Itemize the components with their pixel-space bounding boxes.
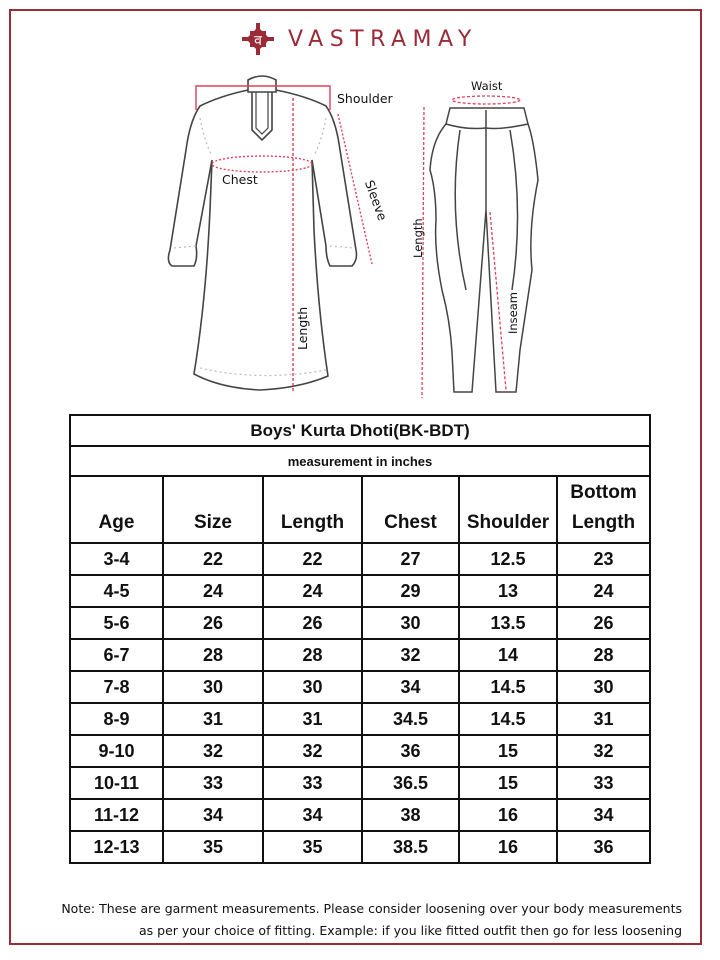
cell-bottom-length: 31 [557, 703, 650, 735]
cell-age: 3-4 [70, 543, 163, 575]
table-row [70, 703, 650, 735]
table-title: Boys' Kurta Dhoti(BK-BDT) [70, 415, 650, 446]
cell-chest: 29 [362, 575, 459, 607]
cell-bottom-length: 33 [557, 767, 650, 799]
cell-length: 32 [263, 735, 362, 767]
cell-shoulder: 15 [459, 735, 557, 767]
cell-size: 28 [163, 639, 263, 671]
cell-age: 12-13 [70, 831, 163, 863]
cell-chest: 34 [362, 671, 459, 703]
cell-shoulder: 16 [459, 831, 557, 863]
fit-note [20, 898, 682, 942]
header-shoulder: Shoulder [459, 476, 557, 543]
cell-size: 34 [163, 799, 263, 831]
cell-shoulder: 12.5 [459, 543, 557, 575]
cell-length: 30 [263, 671, 362, 703]
cell-shoulder: 13 [459, 575, 557, 607]
cell-shoulder: 13.5 [459, 607, 557, 639]
table-header-row [70, 476, 650, 543]
table-row [70, 735, 650, 767]
dhoti-inseam-label: Inseam [506, 292, 520, 334]
note-line-2: as per your choice of fitting. Example: if you like fitted outfit then go for less loosening [139, 923, 682, 938]
kurta-shoulder-label: Shoulder [337, 91, 393, 106]
cell-chest: 34.5 [362, 703, 459, 735]
svg-text:व: व [254, 33, 262, 49]
cell-size: 26 [163, 607, 263, 639]
cell-age: 9-10 [70, 735, 163, 767]
cell-bottom-length: 32 [557, 735, 650, 767]
cell-age: 8-9 [70, 703, 163, 735]
brand-logo [242, 22, 478, 56]
dhoti-length-label: Length [411, 218, 425, 258]
cell-chest: 27 [362, 543, 459, 575]
header-length: Length [263, 476, 362, 543]
header-age: Age [70, 476, 163, 543]
kurta-diagram [160, 70, 410, 400]
cell-size: 33 [163, 767, 263, 799]
cell-age: 11-12 [70, 799, 163, 831]
cell-shoulder: 16 [459, 799, 557, 831]
kurta-length-label: Length [295, 306, 310, 350]
cell-length: 33 [263, 767, 362, 799]
cell-size: 35 [163, 831, 263, 863]
cell-shoulder: 14 [459, 639, 557, 671]
cell-length: 26 [263, 607, 362, 639]
header-bottom-length: Bottom Length [557, 476, 650, 543]
cell-age: 4-5 [70, 575, 163, 607]
cell-bottom-length: 28 [557, 639, 650, 671]
cell-length: 35 [263, 831, 362, 863]
cell-bottom-length: 34 [557, 799, 650, 831]
cell-age: 6-7 [70, 639, 163, 671]
cell-size: 30 [163, 671, 263, 703]
cell-chest: 38 [362, 799, 459, 831]
cell-bottom-length: 26 [557, 607, 650, 639]
cell-length: 34 [263, 799, 362, 831]
cell-shoulder: 14.5 [459, 703, 557, 735]
cell-bottom-length: 24 [557, 575, 650, 607]
table-row [70, 575, 650, 607]
cell-chest: 32 [362, 639, 459, 671]
cell-shoulder: 14.5 [459, 671, 557, 703]
cell-age: 10-11 [70, 767, 163, 799]
cell-size: 32 [163, 735, 263, 767]
table-row [70, 831, 650, 863]
table-row [70, 671, 650, 703]
cell-length: 22 [263, 543, 362, 575]
cell-bottom-length: 36 [557, 831, 650, 863]
cell-chest: 36 [362, 735, 459, 767]
table-row [70, 767, 650, 799]
header-chest: Chest [362, 476, 459, 543]
logo-emblem-icon [242, 23, 274, 55]
cell-shoulder: 15 [459, 767, 557, 799]
cell-length: 28 [263, 639, 362, 671]
cell-chest: 36.5 [362, 767, 459, 799]
cell-length: 31 [263, 703, 362, 735]
cell-bottom-length: 30 [557, 671, 650, 703]
dhoti-waist-label: Waist [471, 79, 503, 93]
cell-chest: 30 [362, 607, 459, 639]
table-row [70, 639, 650, 671]
cell-length: 24 [263, 575, 362, 607]
note-line-1: Note: These are garment measurements. Please consider loosening over your body measurements [61, 901, 682, 916]
table-subtitle: measurement in inches [70, 446, 650, 476]
kurta-chest-label: Chest [222, 172, 258, 187]
cell-size: 31 [163, 703, 263, 735]
brand-name: VASTRAMAY [288, 26, 478, 52]
table-row [70, 543, 650, 575]
cell-chest: 38.5 [362, 831, 459, 863]
table-row [70, 607, 650, 639]
cell-bottom-length: 23 [557, 543, 650, 575]
cell-size: 22 [163, 543, 263, 575]
cell-age: 5-6 [70, 607, 163, 639]
kurta-sleeve-label: Sleeve [361, 178, 391, 223]
header-size: Size [163, 476, 263, 543]
cell-age: 7-8 [70, 671, 163, 703]
cell-size: 24 [163, 575, 263, 607]
table-row [70, 799, 650, 831]
size-chart-table [69, 414, 651, 864]
